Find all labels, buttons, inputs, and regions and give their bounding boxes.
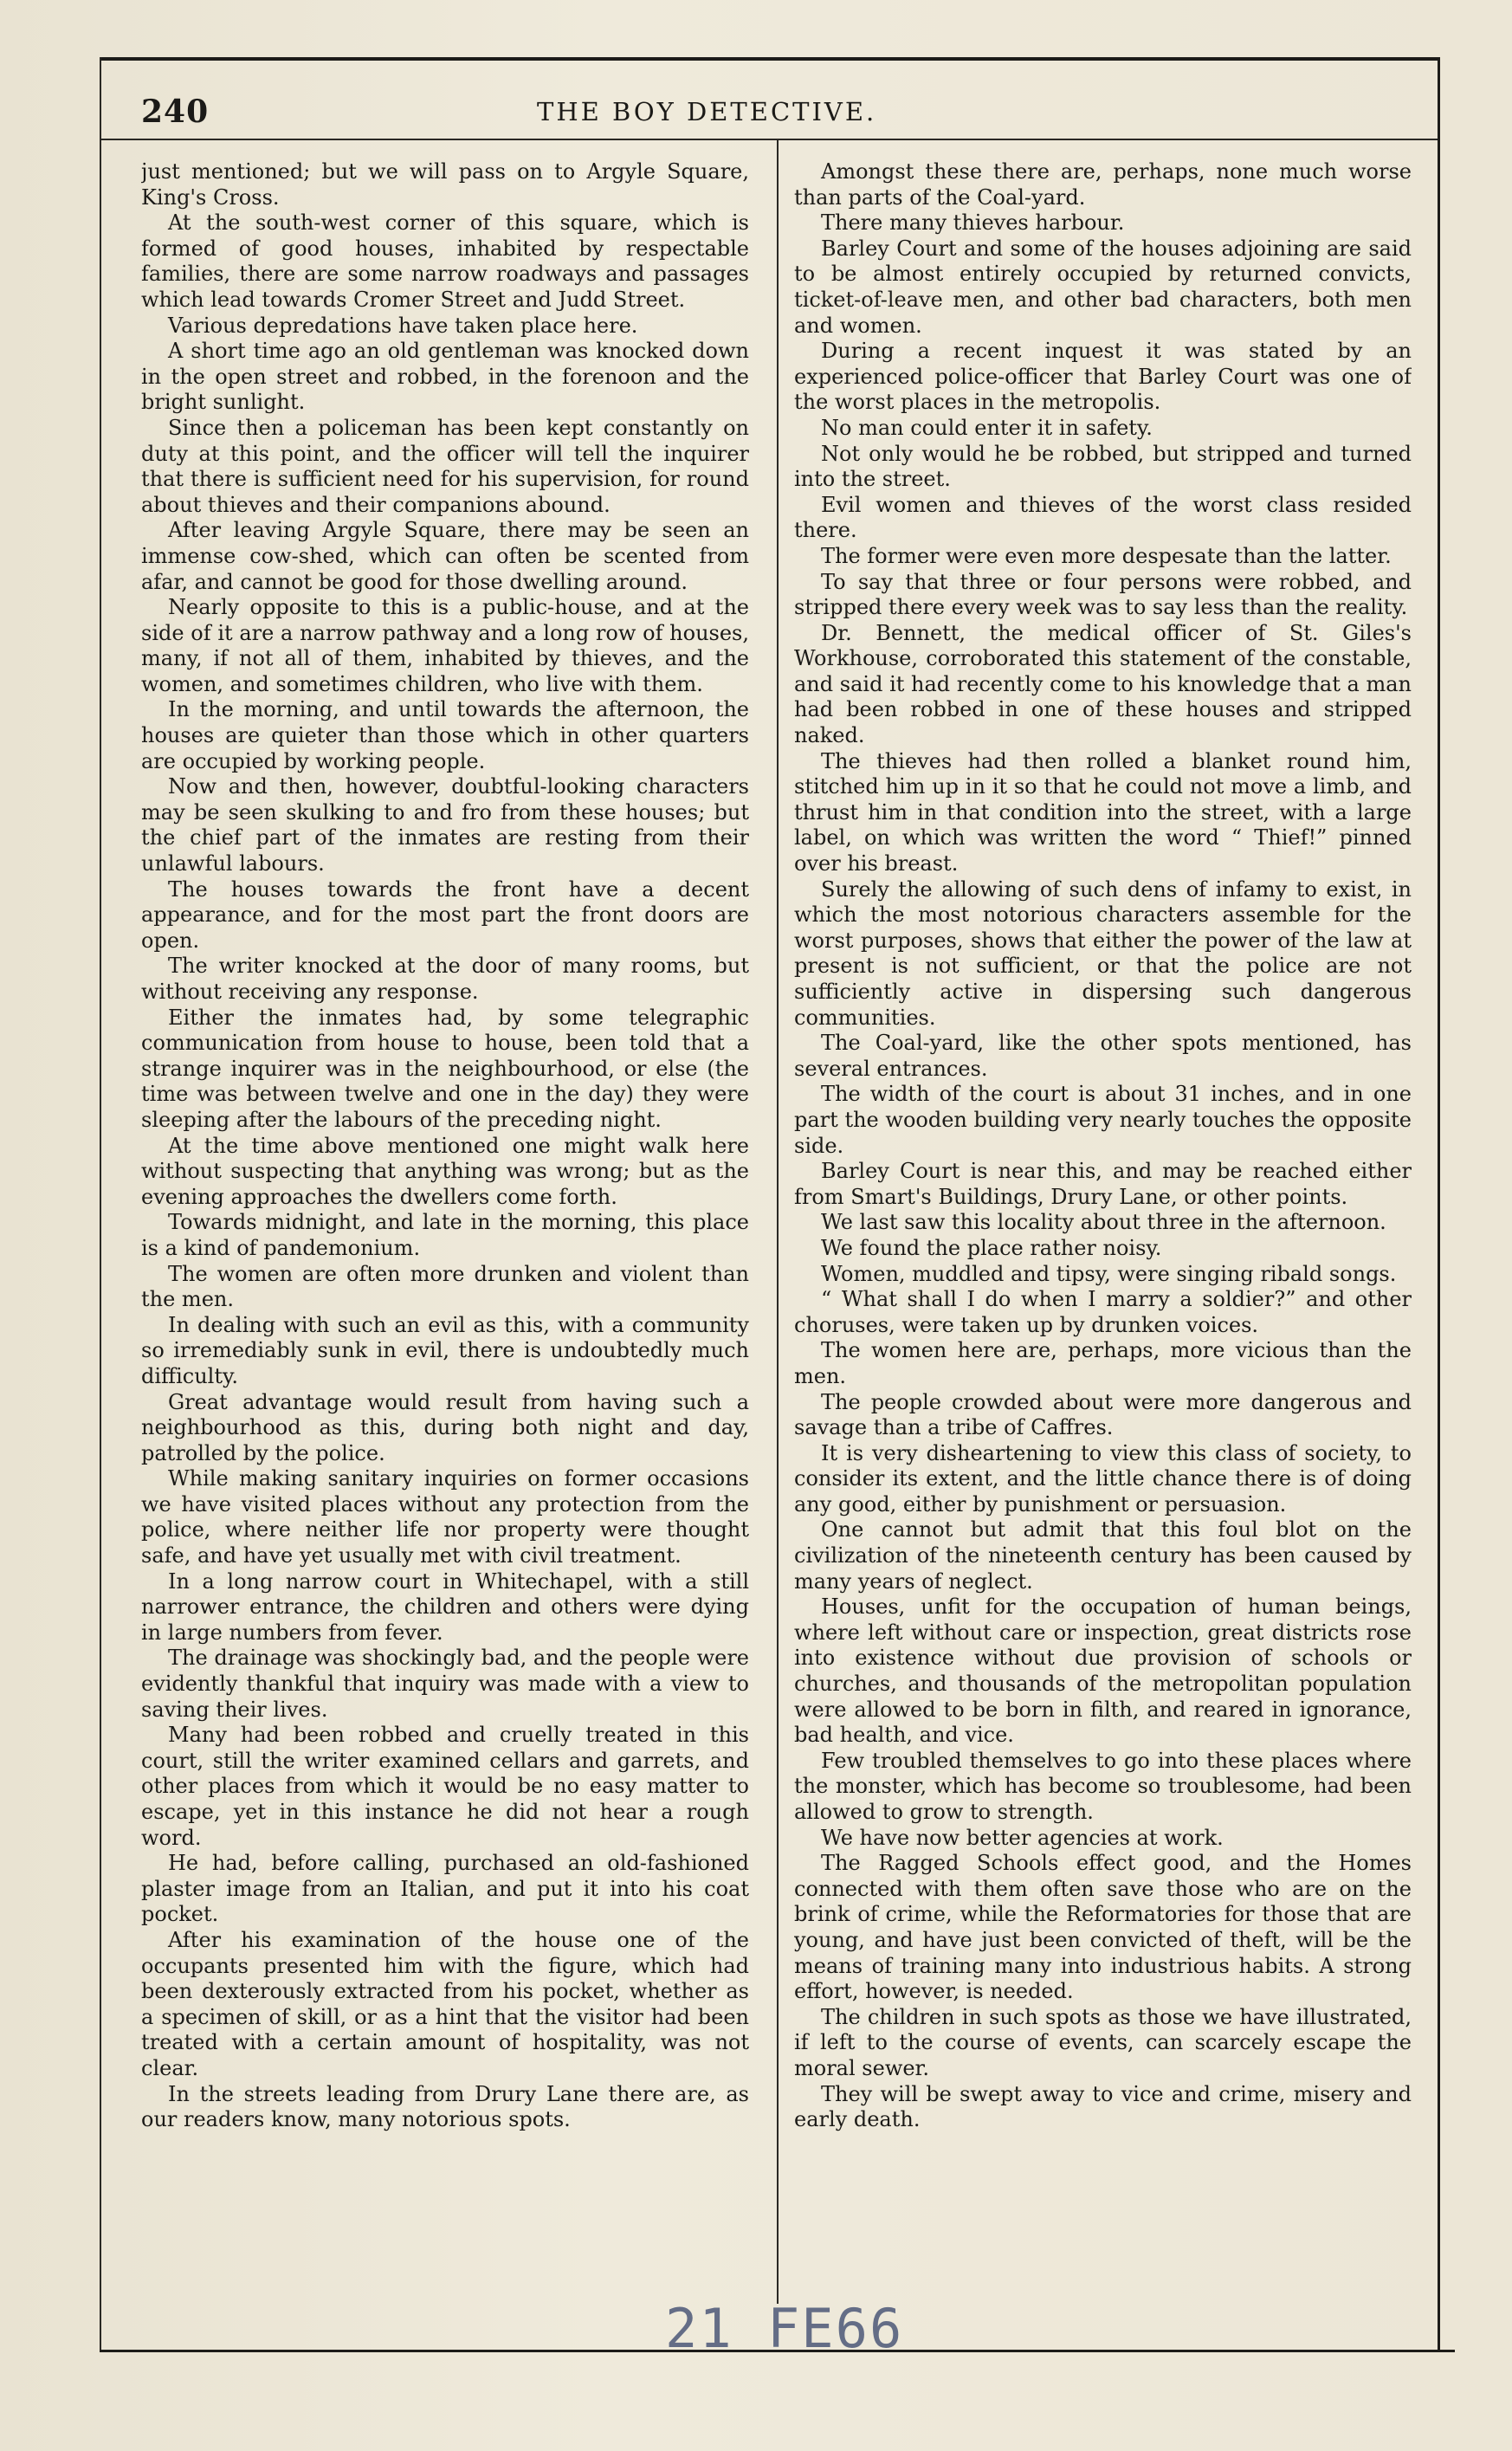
paragraph: The children in such spots as those we have illustrated, if left to the course of events, can scarcely escape the moral sewer. [794, 2004, 1412, 2080]
paragraph: In the streets leading from Drury Lane there are, as our readers know, many notorious spots. [141, 2081, 749, 2132]
paragraph: The width of the court is about 31 inches, and in one part the wooden building very nearly touches the opposite side. [794, 1082, 1412, 1158]
paragraph: just mentioned; but we will pass on to Argyle Square, King's Cross. [141, 159, 749, 210]
paragraph: To say that three or four persons were robbed, and stripped there every week was to say less than the reality. [794, 569, 1412, 620]
paragraph: Surely the allowing of such dens of infamy to exist, in which the most notorious characters assemble for the worst purposes, shows that either the power of the law at present is not sufficient, or that the police are not sufficiently active in dispersing such dangerous communities. [794, 876, 1412, 1030]
paragraph: While making sanitary inquiries on former occasions we have visited places without any protection from the police, where neither life nor property were thought safe, and have yet usually met with civil treatment. [141, 1466, 749, 1568]
paragraph: The thieves had then rolled a blanket round him, stitched him up in it so that he could not move a limb, and thrust him in that condition into the street, with a large label, on which was written the word “ Thief!” pinned over his breast. [794, 748, 1412, 876]
column-divider [777, 139, 779, 2304]
paragraph: One cannot but admit that this foul blot on the civilization of the nineteenth century has been caused by many years of neglect. [794, 1517, 1412, 1594]
paragraph: Amongst these there are, perhaps, none much worse than parts of the Coal-yard. [794, 159, 1412, 210]
paragraph: The women here are, perhaps, more vicious than the men. [794, 1338, 1412, 1388]
paragraph: “ What shall I do when I marry a soldier?” and other choruses, were taken up by drunken voices. [794, 1287, 1412, 1337]
paragraph: Barley Court and some of the houses adjoining are said to be almost entirely occupied by returned convicts, ticket-of-leave men, and other bad characters, both men and women. [794, 236, 1412, 338]
paragraph: They will be swept away to vice and crime, misery and early death. [794, 2081, 1412, 2132]
paragraph: The drainage was shockingly bad, and the people were evidently thankful that inquiry was made with a view to saving their lives. [141, 1646, 749, 1722]
paragraph: Not only would he be robbed, but stripped and turned into the street. [794, 441, 1412, 492]
paragraph: The writer knocked at the door of many rooms, but without receiving any response. [141, 954, 749, 1004]
top-rule [100, 57, 1438, 61]
paragraph: Now and then, however, doubtful-looking characters may be seen skulking to and fro from these houses; but the chief part of the inmates are resting from their unlawful labours. [141, 774, 749, 876]
paragraph: A short time ago an old gentleman was knocked down in the open street and robbed, in the forenoon and the bright sunlight. [141, 339, 749, 415]
header-rule [100, 139, 1438, 140]
paragraph: The people crowded about were more dangerous and savage than a tribe of Caffres. [794, 1389, 1412, 1440]
paragraph: The Ragged Schools effect good, and the Homes connected with them often save those who are on the brink of crime, while the Reformatories for those that are young, and have just been convicted of theft, will be the means of training many into industrious habits. A strong effort, however, is needed. [794, 1851, 1412, 2004]
paragraph: Dr. Bennett, the medical officer of St. Giles's Workhouse, corroborated this statement of the constable, and said it had recently come to his knowledge that a man had been robbed in one of these houses and stripped naked. [794, 620, 1412, 748]
paragraph: Few troubled themselves to go into these places where the monster, which has become so troublesome, had been allowed to grow to strength. [794, 1748, 1412, 1824]
paragraph: Barley Court is near this, and may be reached either from Smart's Buildings, Drury Lane, or other points. [794, 1159, 1412, 1209]
paragraph: There many thieves harbour. [821, 210, 1125, 236]
page-number: 240 [141, 94, 210, 130]
paragraph: Nearly opposite to this is a public-house, and at the side of it are a narrow pathway and a long row of houses, many, if not all of them, inhabited by thieves, and the women, and sometimes children, who live with them. [141, 595, 749, 696]
paragraph: Great advantage would result from having such a neighbourhood as this, during both night and day, patrolled by the police. [141, 1389, 749, 1465]
paragraph: Women, muddled and tipsy, were singing ribald songs. [821, 1261, 1397, 1286]
paragraph: Many had been robbed and cruelly treated in this court, still the writer examined cellars and garrets, and other places from which it would be no easy matter to escape, yet in this instance he did not hear a rough word. [141, 1723, 749, 1850]
paragraph: No man could enter it in safety. [821, 415, 1153, 440]
right-column [794, 159, 1412, 2290]
paragraph: After leaving Argyle Square, there may be seen an immense cow-shed, which can often be scented from afar, and cannot be good for those dwelling around. [141, 518, 749, 594]
paragraph: After his examination of the house one of the occupants presented him with the figure, which had been dexterously extracted from his pocket, whether as a specimen of skill, or as a hint that the visitor had been treated with a certain amount of hospitality, was not clear. [141, 1927, 749, 2080]
running-title: THE BOY DETECTIVE. [537, 97, 877, 126]
paragraph: During a recent inquest it was stated by an experienced police-officer that Barley Court was one of the worst places in the metropolis. [794, 339, 1412, 415]
left-column [141, 159, 749, 2290]
paragraph: We found the place rather noisy. [821, 1235, 1162, 1260]
paragraph: We last saw this locality about three in the afternoon. [821, 1210, 1386, 1235]
paragraph: In a long narrow court in Whitechapel, with a still narrower entrance, the children and others were dying in large numbers from fever. [141, 1568, 749, 1645]
right-frame-rule [1438, 57, 1440, 2351]
paragraph: Towards midnight, and late in the morning, this place is a kind of pandemonium. [141, 1210, 749, 1260]
date-stamp: 21 FE66 [665, 2297, 904, 2360]
left-frame-rule [100, 57, 101, 2351]
paragraph: He had, before calling, purchased an old-fashioned plaster image from an Italian, and put it into his coat pocket. [141, 1851, 749, 1927]
paragraph: Various depredations have taken place here. [168, 313, 638, 338]
paragraph: It is very disheartening to view this class of society, to consider its extent, and the little chance there is of doing any good, either by punishment or persuasion. [794, 1440, 1412, 1517]
paragraph: At the south-west corner of this square, which is formed of good houses, inhabited by respectable families, there are some narrow roadways and passages which lead towards Cromer Street and Judd Street. [141, 210, 749, 312]
paragraph: The houses towards the front have a decent appearance, and for the most part the front doors are open. [141, 876, 749, 953]
paragraph: We have now better agencies at work. [821, 1825, 1224, 1850]
paragraph: The former were even more despesate than the latter. [821, 543, 1392, 568]
paragraph: Since then a policeman has been kept constantly on duty at this point, and the officer will tell the inquirer that there is sufficient need for his supervision, for round about thieves and their companions abound. [141, 415, 749, 517]
paragraph: In the morning, and until towards the afternoon, the houses are quieter than those which in other quarters are occupied by working people. [141, 697, 749, 773]
paragraph: Either the inmates had, by some telegraphic communication from house to house, been told that a strange inquirer was in the neighbourhood, or else (the time was between twelve and one in the day) they were sleeping after the labours of the preceding night. [141, 1005, 749, 1132]
paragraph: At the time above mentioned one might walk here without suspecting that anything was wrong; but as the evening approaches the dwellers come forth. [141, 1133, 749, 1209]
paragraph: Houses, unfit for the occupation of human beings, where left without care or inspection, great districts rose into existence without due provision of schools or churches, and thousands of the metropolitan population were allowed to be born in filth, and reared in ignorance, bad health, and vice. [794, 1594, 1412, 1748]
paragraph: In dealing with such an evil as this, with a community so irremediably sunk in evil, there is undoubtedly much difficulty. [141, 1312, 749, 1388]
paragraph: Evil women and thieves of the worst class resided there. [794, 492, 1412, 543]
paragraph: The Coal-yard, like the other spots mentioned, has several entrances. [794, 1031, 1412, 1081]
paragraph: The women are often more drunken and violent than the men. [141, 1261, 749, 1312]
